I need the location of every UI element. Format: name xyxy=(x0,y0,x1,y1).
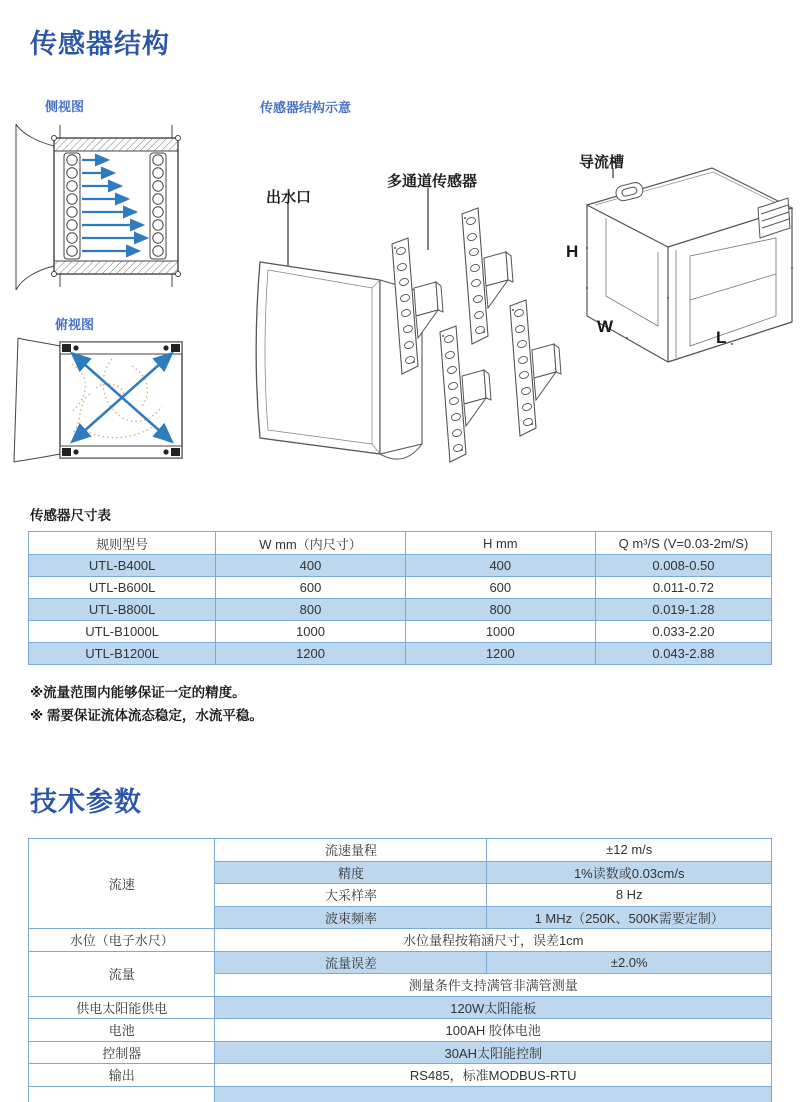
table-cell: 1000 xyxy=(216,621,405,643)
tech-params-table xyxy=(28,838,772,1102)
dimension-h-label: H xyxy=(566,242,579,261)
param-group-cell: 控制器 xyxy=(29,1041,215,1064)
size-table-caption: 传感器尺寸表 xyxy=(30,508,111,523)
param-label-cell: 精度 xyxy=(215,861,487,884)
param-value-cell: 120W太阳能板 xyxy=(215,996,772,1019)
table-cell: 600 xyxy=(405,577,595,599)
table-row xyxy=(29,839,772,862)
table-cell: UTL-B600L xyxy=(29,577,216,599)
table-cell: 600 xyxy=(216,577,405,599)
sensor-size-table xyxy=(28,531,772,665)
table-row xyxy=(29,996,772,1019)
param-value-cell: 水位量程按箱涵尺寸，误差1cm xyxy=(215,929,772,952)
param-value-cell: 1 MHz（250K、500K需要定制） xyxy=(487,906,772,929)
table-cell: 1200 xyxy=(405,643,595,665)
param-label-cell: 流速量程 xyxy=(215,839,487,862)
param-value-cell: 30AH太阳能控制 xyxy=(215,1041,772,1064)
table-cell: UTL-B400L xyxy=(29,555,216,577)
note-line: ※流量范围内能够保证一定的精度。 xyxy=(30,685,246,700)
screw-dots xyxy=(586,247,793,345)
table-row xyxy=(29,555,772,577)
side-view-diagram xyxy=(8,120,188,295)
table-row xyxy=(29,1019,772,1042)
param-label-cell: 大采样率 xyxy=(215,884,487,907)
param-group-cell: 流量 xyxy=(29,951,215,996)
multichannel-sensor-label: 多通道传感器 xyxy=(387,173,478,190)
table-row xyxy=(29,1041,772,1064)
param-value-cell: 1%读数或0.03cm/s xyxy=(487,861,772,884)
table-cell: 400 xyxy=(216,555,405,577)
table-row xyxy=(29,951,772,974)
column-header: 规则型号 xyxy=(29,532,216,555)
table-cell: UTL-B1000L xyxy=(29,621,216,643)
flow-channel-label: 导流槽 xyxy=(579,154,625,171)
param-value-cell: RS485，标准MODBUS-RTU xyxy=(215,1064,772,1087)
column-header: H mm xyxy=(405,532,595,555)
table-cell: 0.019-1.28 xyxy=(595,599,771,621)
table-cell: 800 xyxy=(405,599,595,621)
param-value-cell xyxy=(215,1086,772,1102)
param-group-cell xyxy=(29,1086,215,1102)
side-view-label: 侧视图 xyxy=(45,99,85,114)
param-group-cell: 电池 xyxy=(29,1019,215,1042)
table-cell: 0.011-0.72 xyxy=(595,577,771,599)
table-row-partial xyxy=(29,1086,772,1102)
table-header-row xyxy=(29,532,772,555)
param-value-cell: 测量条件支持满管非满管测量 xyxy=(215,974,772,997)
top-view-label: 俯视图 xyxy=(55,317,95,332)
param-value-cell: ±12 m/s xyxy=(487,839,772,862)
note-line: ※ 需要保证流体流态稳定，水流平稳。 xyxy=(30,708,263,723)
column-header: Q m³/S (V=0.03-2m/S) xyxy=(595,532,771,555)
table-cell: 400 xyxy=(405,555,595,577)
param-label-cell: 波束频率 xyxy=(215,906,487,929)
bell-mouth xyxy=(14,338,60,462)
param-group-cell: 水位（电子水尺） xyxy=(29,929,215,952)
table-cell: 800 xyxy=(216,599,405,621)
table-row xyxy=(29,1064,772,1087)
table-cell: UTL-B800L xyxy=(29,599,216,621)
param-value-cell: 100AH 胶体电池 xyxy=(215,1019,772,1042)
param-group-cell: 流速 xyxy=(29,839,215,929)
table-cell: 0.043-2.88 xyxy=(595,643,771,665)
table-cell: UTL-B1200L xyxy=(29,643,216,665)
table-cell: 1000 xyxy=(405,621,595,643)
param-label-cell: 流量误差 xyxy=(215,951,487,974)
table-cell: 0.033-2.20 xyxy=(595,621,771,643)
table-row xyxy=(29,621,772,643)
param-value-cell: 8 Hz xyxy=(487,884,772,907)
table-row xyxy=(29,929,772,952)
schematic-label: 传感器结构示意 xyxy=(260,100,352,115)
bell-mouth xyxy=(16,124,54,290)
param-group-cell: 输出 xyxy=(29,1064,215,1087)
param-value-cell: ±2.0% xyxy=(487,951,772,974)
section-title-sensor-structure: 传感器结构 xyxy=(30,29,170,59)
param-group-cell: 供电太阳能供电 xyxy=(29,996,215,1019)
dimension-w-label: W xyxy=(597,317,614,336)
section-title-tech-params: 技术参数 xyxy=(30,787,142,817)
table-row xyxy=(29,577,772,599)
top-view-diagram xyxy=(12,332,192,470)
table-cell: 0.008-0.50 xyxy=(595,555,771,577)
flow-channel-box-diagram xyxy=(562,148,800,380)
table-row xyxy=(29,643,772,665)
outlet-label: 出水口 xyxy=(266,189,312,206)
column-header: W mm（内尺寸） xyxy=(216,532,405,555)
table-cell: 1200 xyxy=(216,643,405,665)
dimension-l-label: L xyxy=(716,328,727,347)
table-row xyxy=(29,599,772,621)
